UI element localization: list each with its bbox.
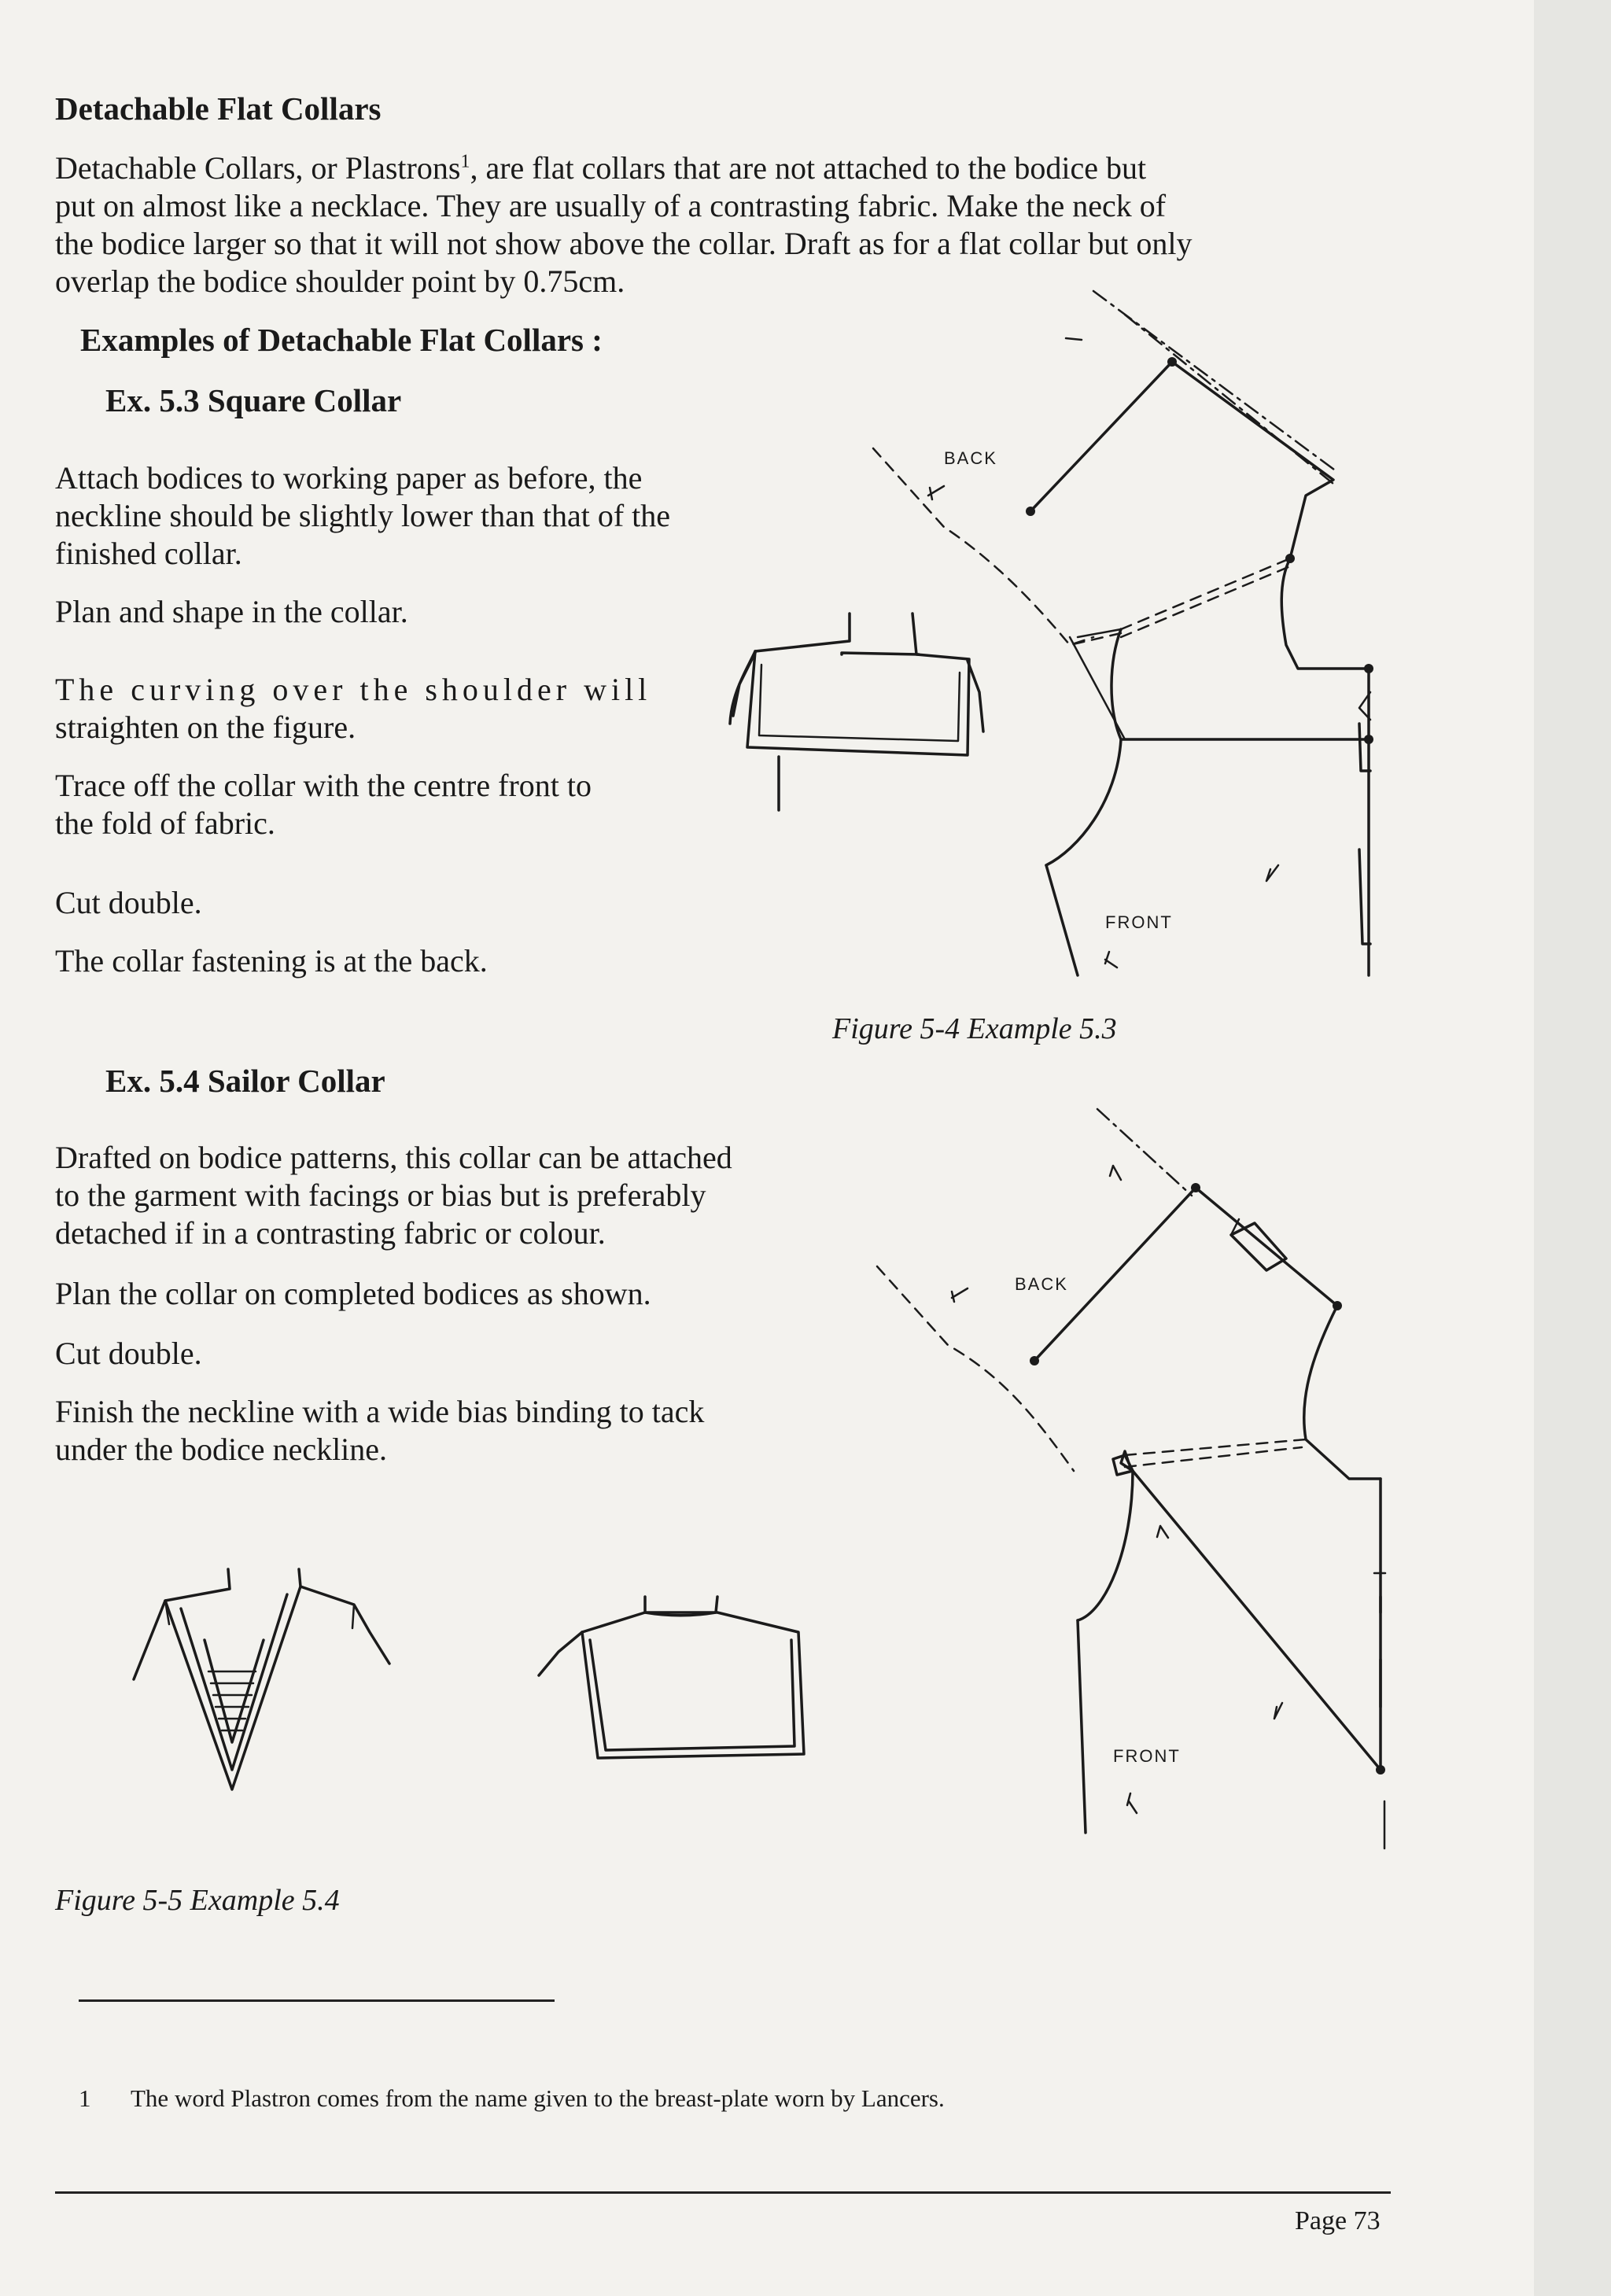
ex53-text: Attach bodices to working paper as before, the	[55, 460, 643, 496]
intro-text: Detachable Collars, or Plastrons	[55, 150, 461, 186]
intro-line: put on almost like a necklace. They are usually of a contrasting fabric. Make the neck of	[55, 188, 1167, 223]
ex54-text: Cut double.	[55, 1336, 202, 1371]
ex53-text: the fold of fabric.	[55, 805, 275, 841]
ex53-text: Trace off the collar with the centre front to	[55, 768, 592, 803]
ex53-text: The collar fastening is at the back.	[55, 943, 488, 978]
fig54-back-label: BACK	[944, 448, 997, 468]
ex54-text: Drafted on bodice patterns, this collar can be attached	[55, 1140, 732, 1175]
fig54-front-label: FRONT	[1105, 912, 1173, 932]
ex54-text: Plan the collar on completed bodices as shown.	[55, 1276, 651, 1311]
ex54-text: to the garment with facings or bias but is preferably	[55, 1177, 706, 1213]
ex53-text: Cut double.	[55, 885, 202, 920]
intro-text: , are flat collars that are not attached to the bodice but	[470, 150, 1147, 186]
section-heading: Detachable Flat Collars	[55, 90, 382, 127]
ex53-text: finished collar.	[55, 536, 242, 571]
footnote-text: The word Plastron comes from the name given to the breast-plate worn by Lancers.	[131, 2084, 945, 2112]
ex53-text: straighten on the figure.	[55, 709, 356, 745]
footnote-number: 1	[79, 2084, 91, 2112]
figure-5-4-caption: Figure 5-4 Example 5.3	[832, 1012, 1117, 1045]
ex54-text: detached if in a contrasting fabric or colour.	[55, 1215, 606, 1251]
ex53-text: The curving over the shoulder will	[55, 672, 652, 707]
ex54-text: Finish the neckline with a wide bias binding to tack	[55, 1394, 705, 1429]
ex53-text: Plan and shape in the collar.	[55, 594, 408, 629]
ex54-heading: Ex. 5.4 Sailor Collar	[105, 1063, 385, 1099]
footer-rule	[55, 2191, 1391, 2194]
intro-line: overlap the bodice shoulder point by 0.75cm.	[55, 264, 625, 299]
square-collar-back-illustration	[527, 1597, 826, 1786]
ex53-heading: Ex. 5.3 Square Collar	[105, 382, 402, 418]
examples-heading: Examples of Detachable Flat Collars :	[80, 322, 603, 358]
figure-5-5-caption: Figure 5-5 Example 5.4	[55, 1884, 340, 1917]
fig55-back-label: BACK	[1015, 1274, 1068, 1294]
page-edge-shadow	[1534, 0, 1611, 2296]
sailor-collar-front-illustration	[118, 1561, 448, 1797]
footnote-ref: 1	[460, 151, 470, 172]
figure-5-4-pattern-draft	[842, 267, 1408, 991]
page-number: Page 73	[1295, 2206, 1381, 2235]
fig55-front-label: FRONT	[1113, 1746, 1181, 1766]
footnote-rule	[79, 1999, 555, 2002]
ex53-text: neckline should be slightly lower than that of the	[55, 498, 671, 533]
ex54-text: under the bodice neckline.	[55, 1432, 388, 1467]
intro-line: the bodice larger so that it will not show above the collar. Draft as for a flat collar but only	[55, 226, 1193, 261]
figure-5-5-pattern-draft	[846, 1109, 1412, 1880]
